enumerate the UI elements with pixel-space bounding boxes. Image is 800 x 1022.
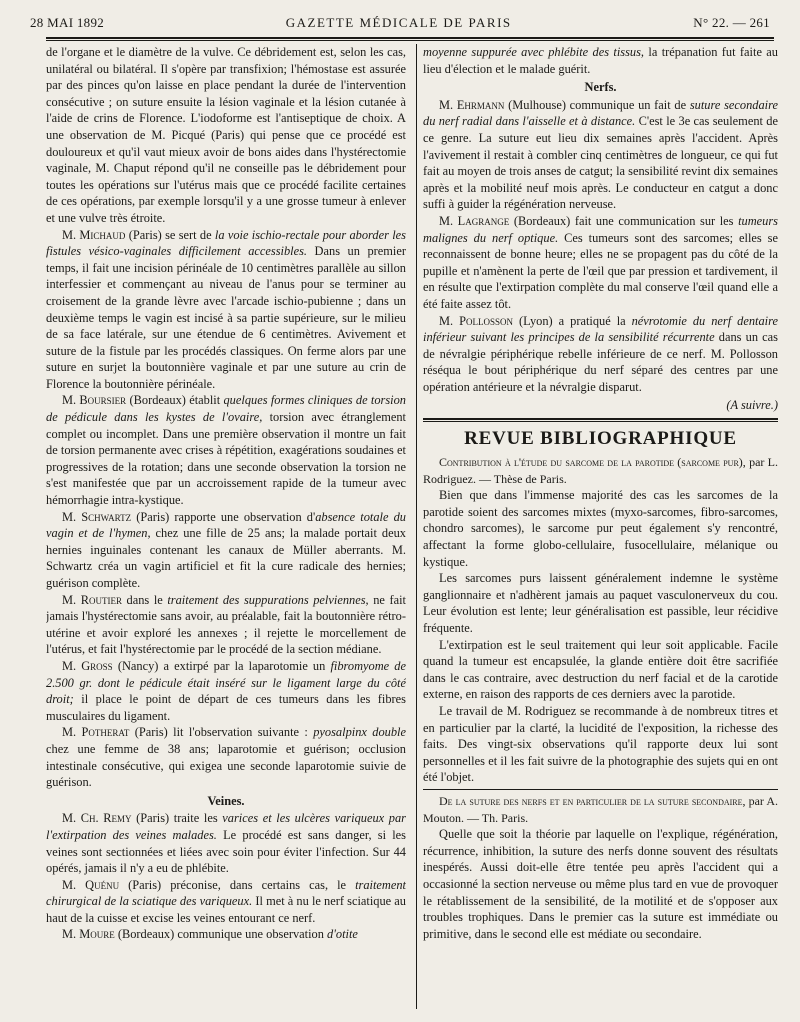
text: (Lyon) a pratiqué la [512, 313, 632, 328]
right-column [423, 44, 778, 1014]
paragraph: Les sarcomes purs laissent généralement indemne le système ganglionnaire et n'adhèrent jamais au paquet vasculonerveux du cou. Leur évolution est lente; leur généralisation est passible, leur récidive fréquente. [423, 571, 778, 635]
text: torsion avec étranglement complet ou incomplet. Dans une première observation il montre un fait de torsion permanente avec crises à répétition, exagérations soudaines et progressives de la rotation; dans une seconde observation la torsion ne s'est manifestée que par un accroissement rapide de la tumeur avec hémorrhagie intra-kystique. [46, 410, 406, 508]
section-rule [423, 418, 778, 422]
text: dans un cas de névralgie périphérique rebelle inférieure de ce nerf. M. Pollosson réséqua le bout périphérique du nerf séparé des centres par une opération antérieure et la névralgie disparut. [423, 330, 778, 394]
paragraph [423, 213, 778, 313]
text: (Bordeaux) établit [126, 393, 224, 408]
author-name: M. Quénu [62, 877, 120, 892]
column-divider [416, 44, 417, 1009]
author-name: M. Pollosson [439, 313, 513, 328]
bibliography-entry-heading [423, 793, 778, 826]
paragraph [46, 227, 406, 393]
paragraph: Quelle que soit la théorie par laquelle on l'explique, régénération, récurrence, inhibition, la suture des nerfs donne souvent des résultats inespérés. Aussi doit-elle être tentée peu après l'accident qui a occasionné la section nerveuse ou même plus tard en vue de provoquer le rétablissement de la sensibilité, de la motilité et de s'opposer aux troubles trophiques. Dans le premier cas la suture est immédiate ou primitive, dans le second elle est médiate ou secondaire. [423, 827, 778, 941]
paragraph [46, 724, 406, 790]
text: dans le [121, 592, 168, 607]
author-name: M. Michaud [62, 227, 126, 242]
entry-title: De la suture des nerfs et en particulier de la suture secondaire, [439, 793, 746, 808]
topic: absence totale du vagin et de l'hymen, [46, 509, 406, 541]
text: (Paris) préconise, dans certains cas, le [119, 877, 356, 892]
topic: fibromyome de 2.500 gr. dont le pédicule était inséré sur le ligament large du côté droit; [46, 658, 406, 707]
paragraph [46, 392, 406, 508]
text: (Paris) traite les [131, 811, 223, 826]
topic: pyosalpinx double [313, 725, 406, 740]
paragraph: de l'organe et le diamètre de la vulve. Ce débridement est, selon les cas, unilatéral ou bilatéral. Il s'opère par transfixion; l'hémostase est assurée par des pinces qu'on laisse en place pendant la durée de l'intervention consécutive ; on suture ensuite la lésion vaginale et la lésion cutanée à l'aide de crins de Florence. L'iodoforme est l'antiseptique de choix. A une observation de M. Picqué (Paris) qui pense que ce procédé est douloureux et qu'il vaut mieux avoir de bons aides dans l'hystérectomie vaginale, M. Chaput répond qu'il ne conseille pas le débridement pour toutes les opérations sur l'utérus mais que ce procédé facilite certaines de ces opérations, par exemple lorsqu'il y a une grosse tumeur à enlever et une vulve très étroite. [46, 45, 406, 225]
topic: moyenne suppurée avec phlébite des tissus, [423, 45, 645, 59]
author-name: M. Schwartz [62, 509, 132, 524]
left-column [46, 44, 406, 1014]
paragraph [46, 877, 406, 927]
header-rule [46, 37, 774, 41]
text: (Paris) lit l'observation suivante : [129, 725, 314, 740]
paragraph [46, 592, 406, 658]
topic: tumeurs malignes du nerf optique. [423, 213, 778, 245]
author-name: M. Boursier [62, 393, 127, 408]
topic: traitement des suppurations pelviennes, [167, 592, 369, 607]
topic: d'otite [327, 927, 358, 942]
author-name: M. Gross [62, 658, 113, 673]
entry-author: par A. Mouton. — Th. Paris. [423, 793, 778, 825]
text: Dans un premier temps, il fait une incision périnéale de 10 centimètres parallèle au sillon interfessier et commençant au niveau de l'anus pour se terminer au croisement de la grande lèvre avec l'arcade ischio-pubienne ; dans un deuxième temps le vagin est incisé à sa partie supérieure, sur le milieu de sa face latérale, sur une étendue de 6 centimètres. Avivement et suture de la fistule par les procédés classiques. On ferme alors par une suture en surjet la boutonnière vaginale et par une suture au crin de Florence la boutonnière périnéale. [46, 244, 406, 391]
topic: suture secondaire du nerf radial dans l'aisselle et à distance. [423, 97, 778, 129]
text: Le procédé est sans danger, si les veines sont sectionnées et liées avec soin pour éviter l'infection. Sur 44 opérés, jamais il n'y a eu de phlébite. [46, 827, 406, 876]
author-name: M. Moure [62, 927, 115, 942]
entry-author: par L. Rodriguez. — Thèse de Paris. [423, 455, 778, 486]
author-name: M. Ehrmann [439, 97, 505, 112]
bibliography-entry-heading [423, 454, 778, 487]
topic: névrotomie du nerf dentaire inférieur suivant les principes de la sensibilité récurrente [423, 313, 778, 345]
paragraph: Bien que dans l'immense majorité des cas les sarcomes de la parotide soient des sarcomes mixtes (myxo-sarcomes, fibro-sarcomes, chondro sarcomes), le sarcome pur peut également s'y rencontré, affectant la forme globo-cellulaire, fusocellulaire, mélanique ou kystique. [423, 488, 778, 569]
text: Il met à nu le nerf sciatique au haut de la cuisse et excise les veines entourant ce nerf. [46, 894, 406, 925]
continuation-note: (A suivre.) [726, 398, 778, 413]
topic: quelques formes cliniques de torsion de pédicule dans les kystes de l'ovaire, [46, 393, 406, 425]
text: (Paris) se sert de [125, 227, 215, 242]
text: chez une femme de 38 ans; laparotomie et guérison; occlusion intestinale consécutive, qui exigea une seconde laparotomie suivie de guérison. [46, 741, 406, 790]
entry-rule [423, 789, 778, 790]
author-name: M. Potherat [62, 725, 130, 740]
paragraph [46, 509, 406, 592]
paragraph [423, 97, 778, 213]
revue-bibliographique-title: REVUE BIBLIOGRAPHIQUE [464, 428, 737, 450]
paragraph: Le travail de M. Rodriguez se recommande à de nombreux titres et en particulier par la clarté, la lucidité de l'exposition, la richesse des faits. Des vingt-six observations qu'il rapporte deux lui sont personnelles et il les fait suivre de la photographie des sujets qui en ont été l'objet. [423, 703, 778, 785]
paragraph [423, 313, 778, 396]
topic: traitement chirurgical de la sciatique des variqueux. [46, 877, 406, 909]
section-heading-veines: Veines. [207, 793, 245, 808]
text: (Bordeaux) fait une communication sur les [509, 213, 739, 228]
text: ne fait jamais l'hystérectomie sans avoir, au préalable, fait la boutonnière rétro-utérine et avoir exploré les annexes ; il rejette le morcellement de l'utérus, et fait l'hystérectomie par le procédé de la section médiane. [46, 592, 406, 657]
text: (Mulhouse) communique un fait de [504, 97, 690, 112]
text: C'est le 3e cas seulement de ce genre. La suture eut lieu dix semaines après l'accident. Après l'avivement il restait à combler cinq centimètres de longueur, ce qui fut fait au moyen de trois anses de catgut; la sensibilité revint dix semaines après et la mobilité neuf mois après. Le conducteur en catgut a donc suffi à guider la régénération nerveuse. [423, 114, 778, 212]
text: (Bordeaux) communique une observation [114, 927, 328, 942]
author-name: M. Ch. Remy [62, 811, 132, 826]
entry-title: Contribution à l'étude du sarcome de la parotide (sarcome pur), [439, 455, 746, 470]
header-title: GAZETTE MÉDICALE DE PARIS [285, 15, 512, 30]
text: (Nancy) a extirpé par la laparotomie un [112, 658, 331, 673]
text: il place le point de départ de ces tumeurs dans les fibres musculaires du ligament. [46, 692, 406, 723]
text: la trépanation fut faite au lieu d'élection et le malade guérit. [423, 45, 778, 76]
section-heading-nerfs: Nerfs. [584, 80, 617, 95]
text: (Paris) rapporte une observation d' [131, 509, 316, 524]
topic: la voie ischio-rectale pour aborder les fistules vésico-vaginales difficilement accessibles. [46, 227, 406, 259]
paragraph [46, 926, 406, 943]
paragraph [46, 658, 406, 724]
text: chez une fille de 25 ans; la malade portait deux hernies inguinales contenant les canaux de Müller aberrants. M. Schwartz créa un vagin artificiel et fit la cure radicale des hernies; guérison complète. [46, 526, 406, 590]
page-header [30, 12, 770, 34]
author-name: M. Lagrange [439, 213, 510, 228]
topic: varices et les ulcères variqueux par l'extirpation des veines malades. [46, 811, 406, 842]
paragraph [46, 810, 406, 876]
paragraph [423, 44, 778, 77]
header-date: 28 MAI 1892 [30, 15, 105, 30]
header-issue: N° 22. — 261 [693, 15, 770, 30]
text: Ces tumeurs sont des sarcomes; elles se reconnaissent de bonne heure; elles ne se propagent pas du côté de la pupille et n'amènent la perte de l'œil que par pression et tardivement, il en résulte que l'extirpation complète du mal conserve l'œil quand elle a été faite assez tôt. [423, 230, 778, 311]
author-name: M. Routier [62, 592, 122, 607]
paragraph: L'extirpation est le seul traitement qui leur soit applicable. Facile quand la tumeur est encapsulée, la glande entière doit être sacrifiée dans le cas contraire, avec destruction du nerf facial et de la carotide externe, en raison des rapports de ces derniers avec la parotide. [423, 637, 778, 702]
